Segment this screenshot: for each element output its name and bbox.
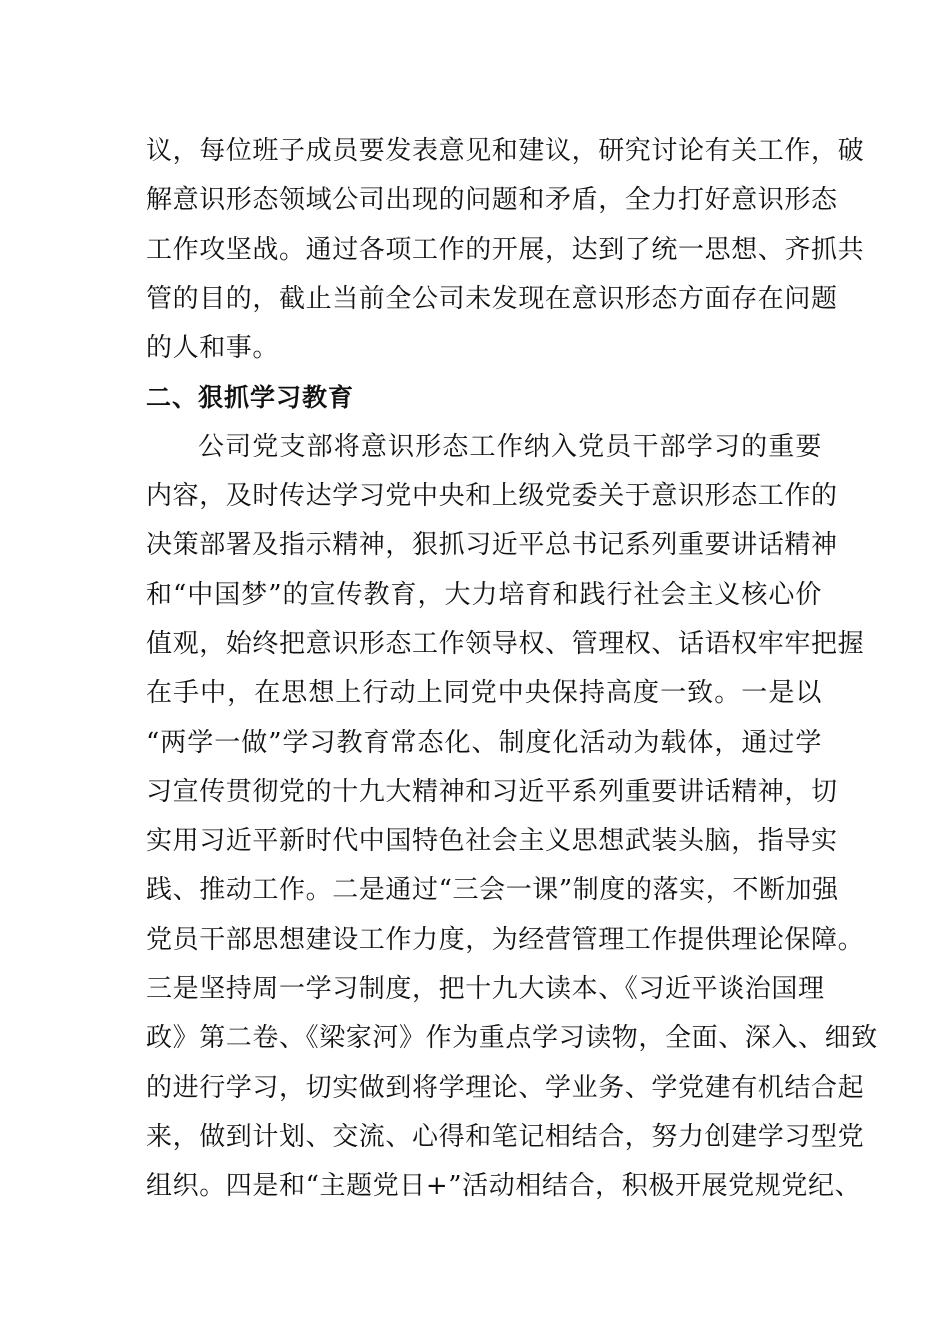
- text-line: 三是坚持周一学习制度，把十九大读本、《习近平谈治国理: [146, 974, 825, 1005]
- text-line: 公司党支部将意识形态工作纳入党员干部学习的重要: [198, 431, 822, 462]
- text-line: 践、推动工作。二是通过“三会一课”制度的落实，不断加强: [146, 875, 839, 906]
- text-line: “两学一做”学习教育常态化、制度化活动为载体，通过学: [146, 727, 822, 758]
- text-line: 内容，及时传达学习党中央和上级党委关于意识形态工作的: [146, 481, 838, 512]
- paragraph-1: [146, 127, 865, 373]
- text-line: 决策部署及指示精神，狠抓习近平总书记系列重要讲话精神: [146, 530, 838, 561]
- section-heading: 二、狠抓学习教育: [146, 383, 355, 413]
- text-line: 的进行学习，切实做到将学理论、学业务、学党建有机结合起: [146, 1072, 865, 1103]
- paragraph-2: [146, 423, 878, 1212]
- text-line: 工作攻坚战。通过各项工作的开展，达到了统一思想、齐抓共: [146, 234, 865, 265]
- text-line: 组织。四是和“主题党日+”活动相结合，积极开展党规党纪、: [146, 1171, 862, 1202]
- text-line: 习宣传贯彻党的十九大精神和习近平系列重要讲话精神，切: [146, 776, 838, 807]
- text-line: 实用习近平新时代中国特色社会主义思想武装头脑，指导实: [146, 826, 838, 857]
- text-line: 来，做到计划、交流、心得和笔记相结合，努力创建学习型党: [146, 1121, 865, 1152]
- text-line: 党员干部思想建设工作力度，为经营管理工作提供理论保障。: [146, 924, 865, 955]
- text-line: 和“中国梦”的宣传教育，大力培育和践行社会主义核心价: [146, 579, 822, 610]
- text-line: 在手中，在思想上行动上同党中央保持高度一致。一是以: [146, 678, 822, 709]
- text-line: 的人和事。: [146, 333, 280, 364]
- text-line: 政》第二卷、《梁家河》作为重点学习读物，全面、深入、细致: [146, 1023, 878, 1054]
- text-line: 议，每位班子成员要发表意见和建议，研究讨论有关工作，破: [146, 136, 865, 166]
- text-line: 值观，始终把意识形态工作领导权、管理权、话语权牢牢把握: [146, 628, 865, 659]
- document-body: [146, 127, 878, 1212]
- text-line: 解意识形态领域公司出现的问题和矛盾，全力打好意识形态: [146, 185, 838, 216]
- text-line: 管的目的，截止当前全公司未发现在意识形态方面存在问题: [146, 283, 838, 314]
